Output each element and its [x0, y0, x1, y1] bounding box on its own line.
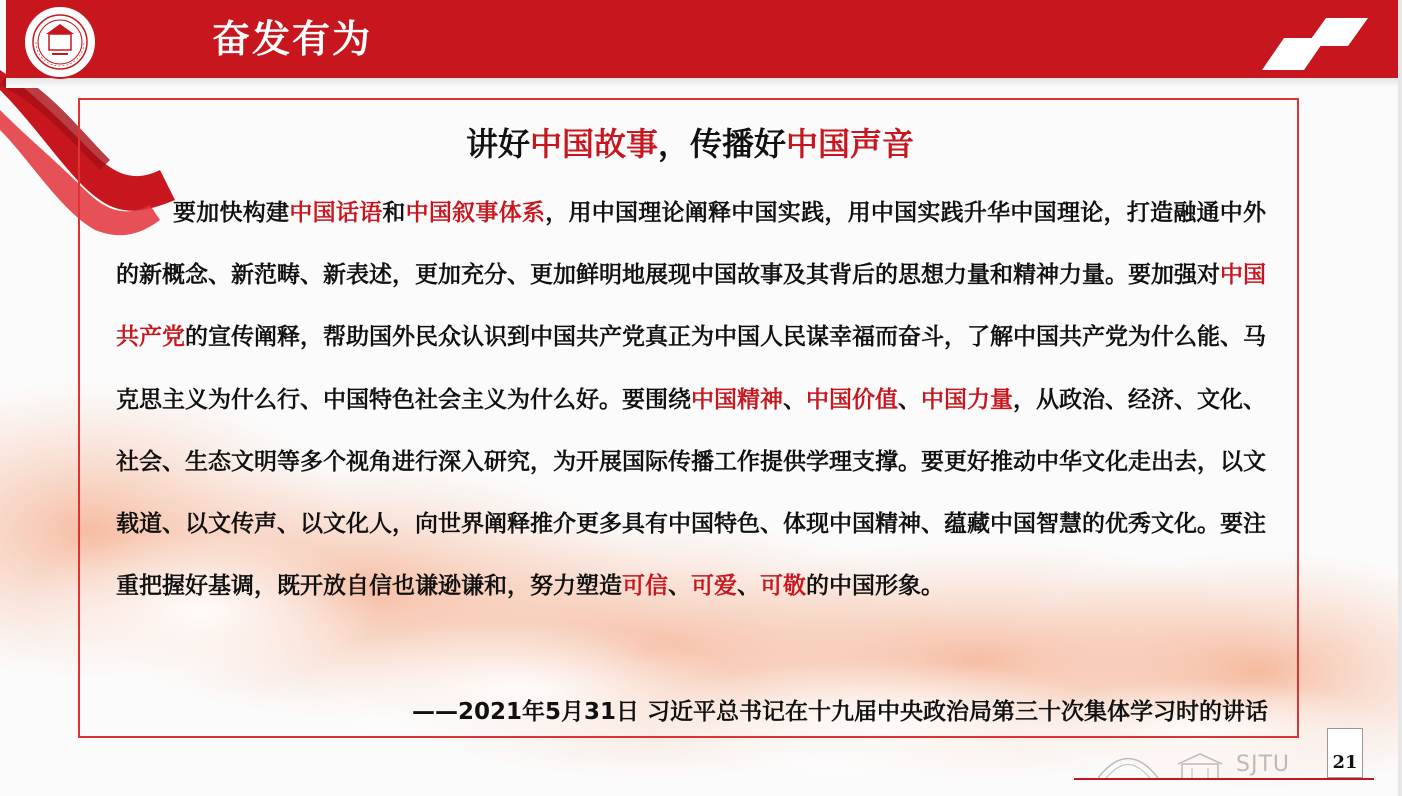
page-number: 21 — [1332, 752, 1358, 773]
body-text: 和 — [382, 200, 406, 226]
body-highlight: 中国叙事体系 — [405, 200, 546, 226]
body-highlight: 中国话语 — [289, 200, 383, 226]
body-highlight: 可爱 — [691, 573, 737, 600]
body-text: ，从政治、经济、文化、社会、生态文明等多个视角进行深入研究，为开展国际传播工作提供学理支撑。要更好推动中华文化走出去，以文载道、以文传声、以文化人，向世界阐释推介更多具有中国特色、体现中国精神、蕴藏中国智慧的优秀文化。要注重把握好基调，既开放自信也谦逊谦和，努力塑造 — [116, 386, 1266, 600]
quote-body — [116, 182, 1266, 617]
headline-text: 讲好 — [465, 125, 530, 163]
body-highlight: 中国共产党 — [116, 262, 1266, 351]
body-highlight: 中国精神 — [691, 386, 783, 413]
body-text: 、 — [668, 573, 691, 600]
corner-logo-mark — [1262, 18, 1368, 70]
slide-edge — [1398, 0, 1402, 796]
body-highlight: 中国力量 — [921, 386, 1013, 413]
body-text: 的中国形象。 — [806, 573, 944, 600]
quote-source: ——2021年5月31日 习近平总书记在十九届中央政治局第三十次集体学习时的讲话 — [411, 699, 1268, 725]
header-shadow — [6, 78, 1398, 88]
body-text: 、 — [898, 386, 921, 413]
body-text: ，用中国理论阐释中国实践，用中国实践升华中国理论，打造融通中外的新概念、新范畴、新表述，更加充分、更加鲜明地展现中国故事及其背后的思想力量和精神力量。要加强对 — [116, 200, 1267, 289]
body-text: 要加快构建 — [173, 200, 290, 226]
footer-divider — [1074, 778, 1374, 780]
body-text: 、 — [783, 386, 806, 413]
body-highlight: 可敬 — [760, 573, 806, 600]
brand-text: SJTU — [1236, 752, 1290, 777]
body-text: 的宣传阐释，帮助国外民众认识到中国共产党真正为中国人民谋幸福而奋斗，了解中国共产党为什么能、马克思主义为什么行、中国特色社会主义为什么好。要围绕 — [116, 324, 1266, 413]
headline-highlight: 中国故事 — [529, 125, 658, 163]
headline-highlight: 中国声音 — [786, 125, 915, 163]
slide-title: 奋发有为 — [212, 17, 373, 61]
headline-text: ，传播好 — [658, 125, 787, 163]
university-seal-logo — [22, 4, 98, 80]
body-text: 、 — [737, 573, 760, 600]
headline — [0, 124, 1380, 164]
body-highlight: 中国价值 — [806, 386, 898, 413]
body-highlight: 可信 — [622, 573, 668, 600]
